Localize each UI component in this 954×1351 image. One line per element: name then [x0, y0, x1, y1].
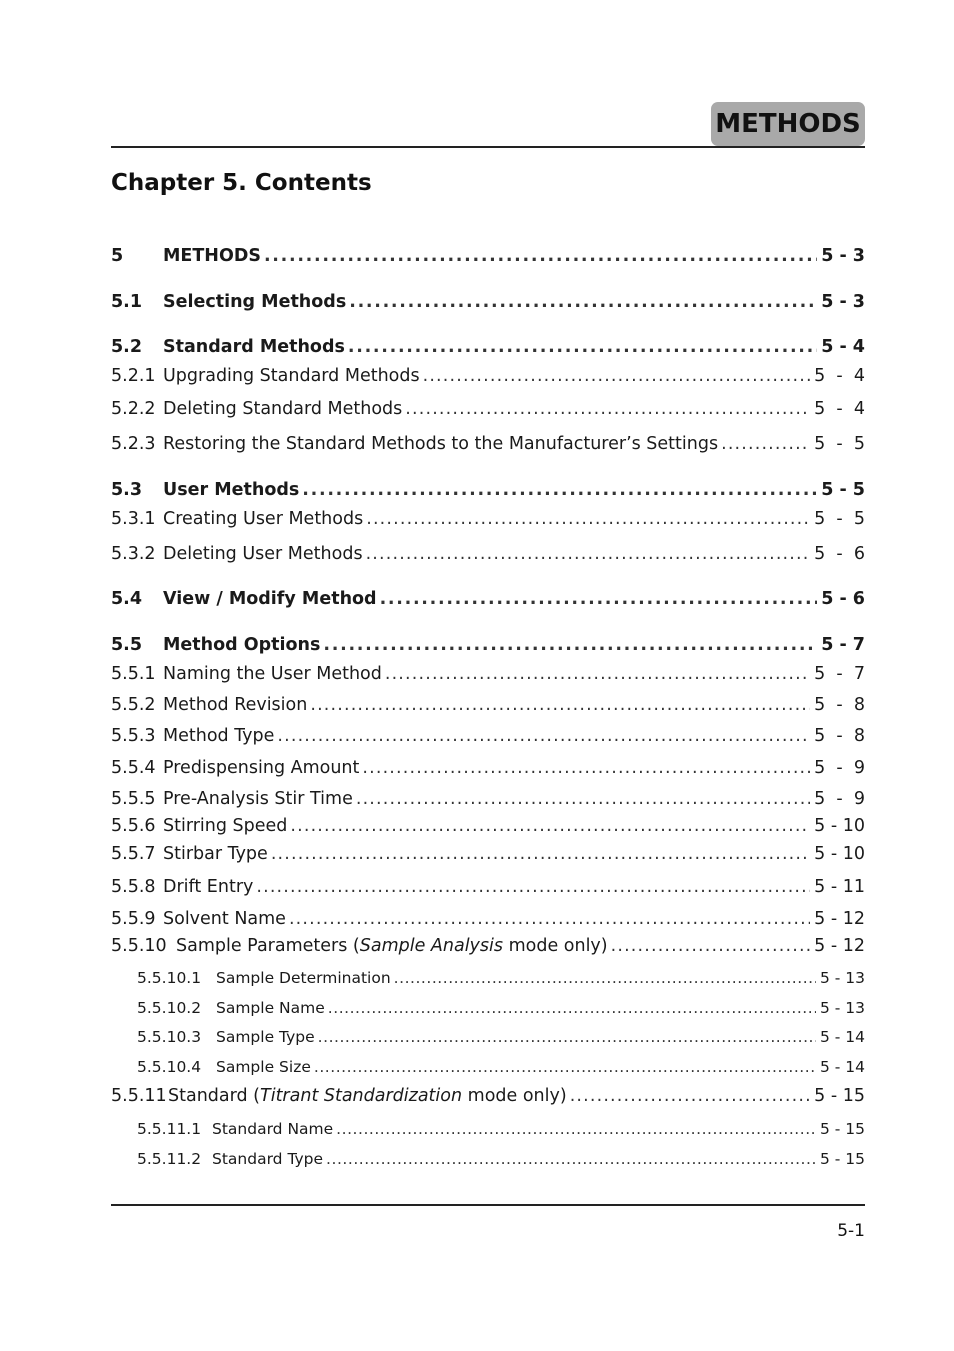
toc-entry-page: 5 - 12: [814, 936, 865, 956]
toc-entry-title: Deleting Standard Methods: [163, 399, 403, 419]
toc-entry-title: Creating User Methods: [163, 509, 364, 529]
toc-entry[interactable]: [137, 1026, 865, 1048]
toc-entry-title: Sample Parameters (Sample Analysis mode only): [176, 936, 608, 956]
toc-entry-page: 5 - 6: [814, 544, 865, 564]
toc-entry[interactable]: [111, 479, 865, 501]
toc-entry[interactable]: [137, 1056, 865, 1078]
toc-entry[interactable]: [111, 815, 865, 837]
toc-entry-title: Method Revision: [163, 695, 308, 715]
toc-entry-page: 5 - 9: [814, 789, 865, 809]
toc-entry[interactable]: [111, 788, 865, 810]
footer-rule: [111, 1204, 865, 1206]
toc-entry-number: 5.5.11.1: [137, 1120, 202, 1138]
toc-entry-page: 5 - 12: [814, 909, 865, 929]
toc-entry-number: 5.5.10.4: [137, 1058, 202, 1076]
toc-entry-page: 5 - 4: [821, 337, 865, 357]
toc-entry[interactable]: [111, 694, 865, 716]
toc-entry-title: Sample Name: [216, 999, 325, 1017]
toc-entry[interactable]: [111, 843, 865, 865]
toc-entry-title: Standard Methods: [163, 337, 345, 357]
toc-entry-title: METHODS: [163, 246, 261, 266]
toc-entry[interactable]: [111, 336, 865, 358]
toc-entry[interactable]: [111, 433, 865, 455]
toc-entry-title: Standard (Titrant Standardization mode only): [168, 1086, 567, 1106]
toc-entry-number: 5.2.1: [111, 366, 156, 386]
toc-entry-page: 5 - 6: [821, 589, 865, 609]
toc-entry-title: Predispensing Amount: [163, 758, 360, 778]
toc-entry[interactable]: [111, 365, 865, 387]
toc-entry-page: 5 - 3: [821, 246, 865, 266]
header-rule: [111, 146, 865, 148]
toc-entry-number: 5: [111, 246, 124, 266]
toc-entry-number: 5.2.2: [111, 399, 156, 419]
toc-entry-number: 5.3: [111, 480, 143, 500]
toc-entry[interactable]: [111, 1085, 865, 1107]
toc-entry-number: 5.5.10: [111, 936, 167, 956]
toc-entry[interactable]: [137, 1148, 865, 1170]
toc-entry-page: 5 - 7: [814, 664, 865, 684]
page-number: 5-1: [837, 1221, 865, 1241]
toc-entry-title: Standard Type: [212, 1150, 324, 1168]
toc-entry[interactable]: [111, 588, 865, 610]
toc-entry-title: Pre-Analysis Stir Time: [163, 789, 353, 809]
toc-entry-title: Solvent Name: [163, 909, 286, 929]
toc-entry-number: 5.5.2: [111, 695, 156, 715]
toc-entry-title: Method Type: [163, 726, 275, 746]
toc-entry-number: 5.5.3: [111, 726, 156, 746]
chapter-title: Chapter 5. Contents: [111, 170, 372, 196]
toc-entry-number: 5.3.1: [111, 509, 156, 529]
toc-entry-number: 5.5.10.1: [137, 969, 202, 987]
toc-entry-number: 5.4: [111, 589, 143, 609]
toc-entry-page: 5 - 11: [814, 877, 865, 897]
toc-entry-title: Selecting Methods: [163, 292, 347, 312]
toc-entry-page: 5 - 5: [814, 509, 865, 529]
toc-entry-title: View / Modify Method: [163, 589, 377, 609]
toc-entry-page: 5 - 3: [821, 292, 865, 312]
toc-entry-page: 5 - 9: [814, 758, 865, 778]
toc-entry-number: 5.5.8: [111, 877, 156, 897]
toc-entry[interactable]: [137, 997, 865, 1019]
toc-entry-page: 5 - 10: [814, 816, 865, 836]
toc-entry-page: 5 - 15: [814, 1086, 865, 1106]
toc-entry-number: 5.2: [111, 337, 143, 357]
toc-entry-number: 5.5.1: [111, 664, 156, 684]
toc-entry-title: User Methods: [163, 480, 300, 500]
toc-entry-number: 5.5.10.2: [137, 999, 202, 1017]
toc-entry-page: 5 - 13: [819, 999, 865, 1017]
toc-entry-title: Standard Name: [212, 1120, 334, 1138]
toc-entry-page: 5 - 10: [814, 844, 865, 864]
toc-entry[interactable]: [111, 908, 865, 930]
toc-entry-number: 5.5.4: [111, 758, 156, 778]
toc-entry[interactable]: [111, 543, 865, 565]
toc-entry-title: Deleting User Methods: [163, 544, 363, 564]
toc-entry[interactable]: [111, 634, 865, 656]
toc-entry[interactable]: [111, 935, 865, 957]
toc-entry[interactable]: [111, 245, 865, 267]
toc-entry-page: 5 - 15: [819, 1120, 865, 1138]
toc-entry-title: Upgrading Standard Methods: [163, 366, 420, 386]
toc-entry-title: Method Options: [163, 635, 321, 655]
toc-entry-page: 5 - 4: [814, 399, 865, 419]
toc-entry-number: 5.3.2: [111, 544, 156, 564]
toc-entry[interactable]: [111, 291, 865, 313]
toc-entry-title: Naming the User Method: [163, 664, 382, 684]
toc-entry[interactable]: [137, 967, 865, 989]
toc-entry-title: Sample Type: [216, 1028, 315, 1046]
toc-entry-title: Drift Entry: [163, 877, 254, 897]
toc-entry-title: Stirbar Type: [163, 844, 268, 864]
toc-entry[interactable]: [111, 508, 865, 530]
toc-entry-number: 5.2.3: [111, 434, 156, 454]
toc-entry-number: 5.5.11.2: [137, 1150, 202, 1168]
toc-entry[interactable]: [111, 725, 865, 747]
toc-entry-page: 5 - 14: [819, 1028, 865, 1046]
toc-entry-title: Sample Size: [216, 1058, 311, 1076]
toc-entry[interactable]: [111, 663, 865, 685]
toc-entry[interactable]: [111, 876, 865, 898]
chapter-badge: METHODS: [711, 102, 865, 146]
toc-entry-number: 5.5.11: [111, 1086, 167, 1106]
toc-entry[interactable]: [137, 1118, 865, 1140]
toc-entry-page: 5 - 5: [821, 480, 865, 500]
toc-entry-title: Restoring the Standard Methods to the Manufacturer’s Settings: [163, 434, 719, 454]
toc-entry-title: Stirring Speed: [163, 816, 288, 836]
toc-entry-page: 5 - 8: [814, 695, 865, 715]
toc-entry-page: 5 - 15: [819, 1150, 865, 1168]
toc-entry-title: Sample Determination: [216, 969, 391, 987]
toc-entry[interactable]: [111, 398, 865, 420]
toc-entry-number: 5.5.9: [111, 909, 156, 929]
toc-entry-page: 5 - 7: [821, 635, 865, 655]
toc-entry-number: 5.1: [111, 292, 143, 312]
toc-entry-page: 5 - 13: [819, 969, 865, 987]
toc-entry-number: 5.5: [111, 635, 143, 655]
toc-entry-number: 5.5.7: [111, 844, 156, 864]
toc-entry-page: 5 - 14: [819, 1058, 865, 1076]
toc-entry-page: 5 - 8: [814, 726, 865, 746]
toc-entry-number: 5.5.5: [111, 789, 156, 809]
toc-entry-number: 5.5.6: [111, 816, 156, 836]
toc-entry-page: 5 - 5: [814, 434, 865, 454]
toc-entry[interactable]: [111, 757, 865, 779]
toc-entry-number: 5.5.10.3: [137, 1028, 202, 1046]
toc-entry-page: 5 - 4: [814, 366, 865, 386]
